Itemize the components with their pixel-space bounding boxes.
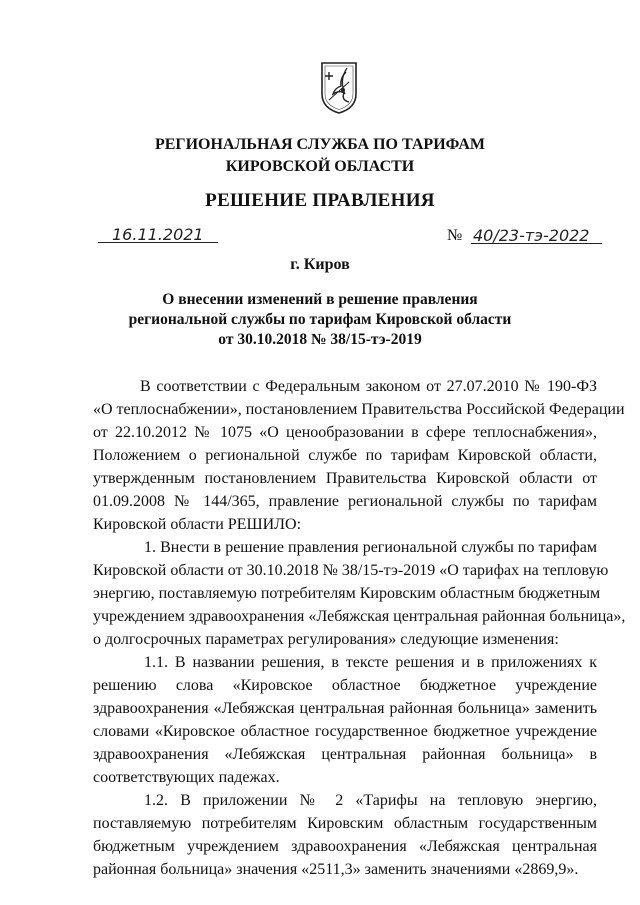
body-line: поставляемую потребителям Кировским областным государственным (93, 815, 597, 832)
date-underline (98, 242, 218, 243)
body-line: здравоохранения «Лебяжская центральная районная больница» в (93, 746, 597, 763)
body-line: 01.09.2008 № 144/365, правление региональной службы по тарифам (93, 493, 597, 510)
body-line: учреждением здравоохранения «Лебяжская центральная районная больница», (93, 608, 626, 625)
body-line: Положением о региональной службе по тарифам Кировской области, (93, 447, 597, 464)
body-line: В соответствии с Федеральным законом от 27.07.2010 № 190-ФЗ (140, 378, 597, 395)
body-line: решению слова «Кировское областное бюджетное учреждение (93, 677, 597, 694)
number-sign: № (447, 227, 463, 244)
body-line: бюджетным учреждением здравоохранения «Лебяжская центральная (93, 838, 597, 855)
body-line: Кировской области РЕШИЛО: (93, 516, 302, 533)
body-line: о долгосрочных параметрах регулирования» следующие изменения: (93, 631, 559, 648)
decision-number (447, 227, 602, 245)
body-line: утвержденным постановлением Правительства Кировской области от (93, 470, 597, 487)
decision-number-value: 40/23-тэ-2022 (473, 226, 590, 245)
subject-line: региональной службы по тарифам Кировской области (128, 311, 512, 328)
kirov-coat-of-arms-icon (319, 60, 359, 116)
body-line: соответствующих падежах. (93, 769, 280, 786)
body-line: 1. Внести в решение правления региональной службы по тарифам (144, 539, 597, 556)
body-line: от 22.10.2012 № 1075 «О ценообразовании в сфере теплоснабжения», (93, 424, 597, 441)
body-line: словами «Кировское областное государственное бюджетное учреждение (93, 723, 597, 740)
body-line: 1.2. В приложении № 2 «Тарифы на тепловую энергию, (144, 792, 597, 809)
decision-date (98, 226, 218, 244)
body-line: здравоохранения «Лебяжская центральная районная больница» заменить (93, 700, 597, 717)
agency-name-line2: КИРОВСКОЙ ОБЛАСТИ (225, 158, 415, 175)
document-type-title: РЕШЕНИЕ ПРАВЛЕНИЯ (205, 190, 435, 211)
city-line: г. Киров (290, 256, 350, 273)
agency-name-line1: РЕГИОНАЛЬНАЯ СЛУЖБА ПО ТАРИФАМ (154, 136, 486, 153)
body-line: «О теплоснабжении», постановлением Правительства Российской Федерации (93, 401, 625, 418)
body-line: Кировской области от 30.10.2018 № 38/15-тэ-2019 «О тарифах на тепловую (93, 562, 609, 579)
decision-date-value: 16.11.2021 (112, 225, 204, 244)
number-underline (471, 243, 602, 244)
subject-line: О внесении изменений в решение правления (162, 291, 478, 308)
body-line: районная больница» значения «2511,3» заменить значениями «2869,9». (93, 861, 579, 878)
body-line: энергию, поставляемую потребителям Кировским областным бюджетным (93, 585, 601, 602)
subject-line: от 30.10.2018 № 38/15-тэ-2019 (218, 331, 422, 348)
body-line: 1.1. В названии решения, в тексте решения и в приложениях к (144, 654, 597, 671)
